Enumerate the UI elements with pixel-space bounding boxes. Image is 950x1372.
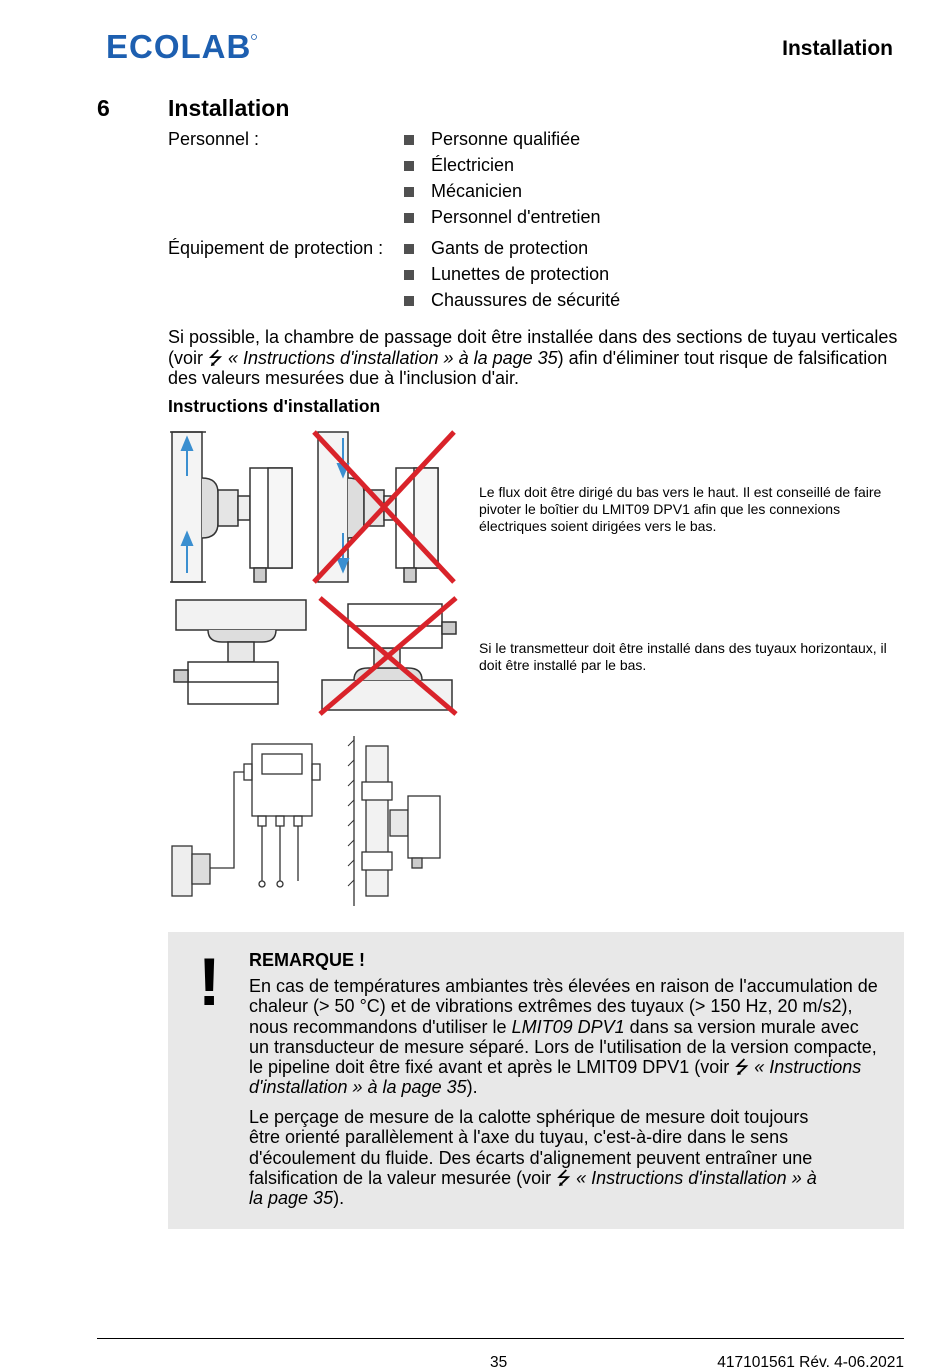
instructions-heading: Instructions d'installation [168, 396, 381, 416]
bullet-square-icon [404, 270, 414, 280]
personnel-item: Personne qualifiée [404, 129, 580, 150]
note-paragraph-1: En cas de températures ambiantes très élevées en raison de l'accumulation de chaleur (> 50 °C) et de vibrations extrêmes des tuyaux (> 150 Hz, 20 m/s2), nous recommandons d'utiliser le LMIT09 DPV1 dans sa version murale avec un transducteur de mesure séparé. Lors de l'utilisation de la version compacte, le pipeline doit être fixé avant et après le LMIT09 DPV1 (voir ⭍ « Instructions d'installation » à la page 35). [249, 976, 878, 1098]
page-number: 35 [490, 1354, 508, 1371]
cross-reference-icon: ⭍ [734, 1057, 750, 1078]
wall-version-figure [168, 736, 448, 906]
document-revision: 417101561 Rév. 4-06.2021 [717, 1354, 904, 1371]
protection-label: Équipement de protection : [168, 238, 384, 258]
bullet-square-icon [404, 161, 414, 171]
bullet-square-icon [404, 187, 414, 197]
horizontal-mounting-figure [168, 594, 460, 718]
vertical-mounting-caption: Le flux doit être dirigé du bas vers le haut. Il est conseillé de faire pivoter le boîtier du LMIT09 DPV1 afin que les connexions électriques soient dirigées vers le bas. [479, 484, 882, 534]
personnel-label: Personnel : [168, 129, 260, 149]
bullet-square-icon [404, 135, 414, 145]
cross-reference-icon: ⭍ [556, 1167, 572, 1188]
note-title: REMARQUE ! [249, 950, 365, 970]
footer-divider [97, 1338, 904, 1339]
vertical-mounting-figure [168, 428, 460, 588]
intro-paragraph: Si possible, la chambre de passage doit être installée dans des sections de tuyau verticales (voir ⭍ « Instructions d'installation » à la page 35) afin d'éliminer tout risque de falsification des valeurs mesurées due à l'inclusion d'air. [168, 327, 898, 388]
note-paragraph-2: Le perçage de mesure de la calotte sphérique de mesure doit toujours être orienté parallèlement à l'axe du tuyau, c'est-à-dire dans le sens d'écoulement du fluide. Des écarts d'alignement peuvent entraîner une falsification de la valeur mesurée (voir ⭍ « Instructions d'installation » à la page 35). [249, 1107, 817, 1209]
bullet-square-icon [404, 244, 414, 254]
cross-reference-link[interactable]: « Instructions d'installation » à la page 35 [249, 1057, 862, 1098]
logo-wordmark: ECOLAB [106, 30, 252, 64]
personnel-item: Mécanicien [404, 181, 522, 202]
protection-item: Lunettes de protection [404, 264, 609, 285]
cross-reference-link[interactable]: « Instructions d'installation » à la page 35 [223, 347, 558, 368]
section-title: Installation [168, 95, 290, 121]
horizontal-mounting-caption: Si le transmetteur doit être installé dans des tuyaux horizontaux, il doit être installé par le bas. [479, 640, 887, 673]
protection-item: Chaussures de sécurité [404, 290, 620, 311]
header-title: Installation [782, 37, 893, 60]
personnel-item: Électricien [404, 155, 514, 176]
cross-reference-link[interactable]: « Instructions d'installation » à la page 35 [249, 1167, 817, 1209]
personnel-item: Personnel d'entretien [404, 207, 601, 228]
protection-item: Gants de protection [404, 238, 588, 259]
cross-reference-icon: ⭍ [208, 347, 223, 368]
ecolab-logo [106, 30, 258, 64]
exclamation-icon: ! [198, 944, 221, 1020]
section-number: 6 [97, 95, 110, 121]
bullet-square-icon [404, 296, 414, 306]
bullet-square-icon [404, 213, 414, 223]
